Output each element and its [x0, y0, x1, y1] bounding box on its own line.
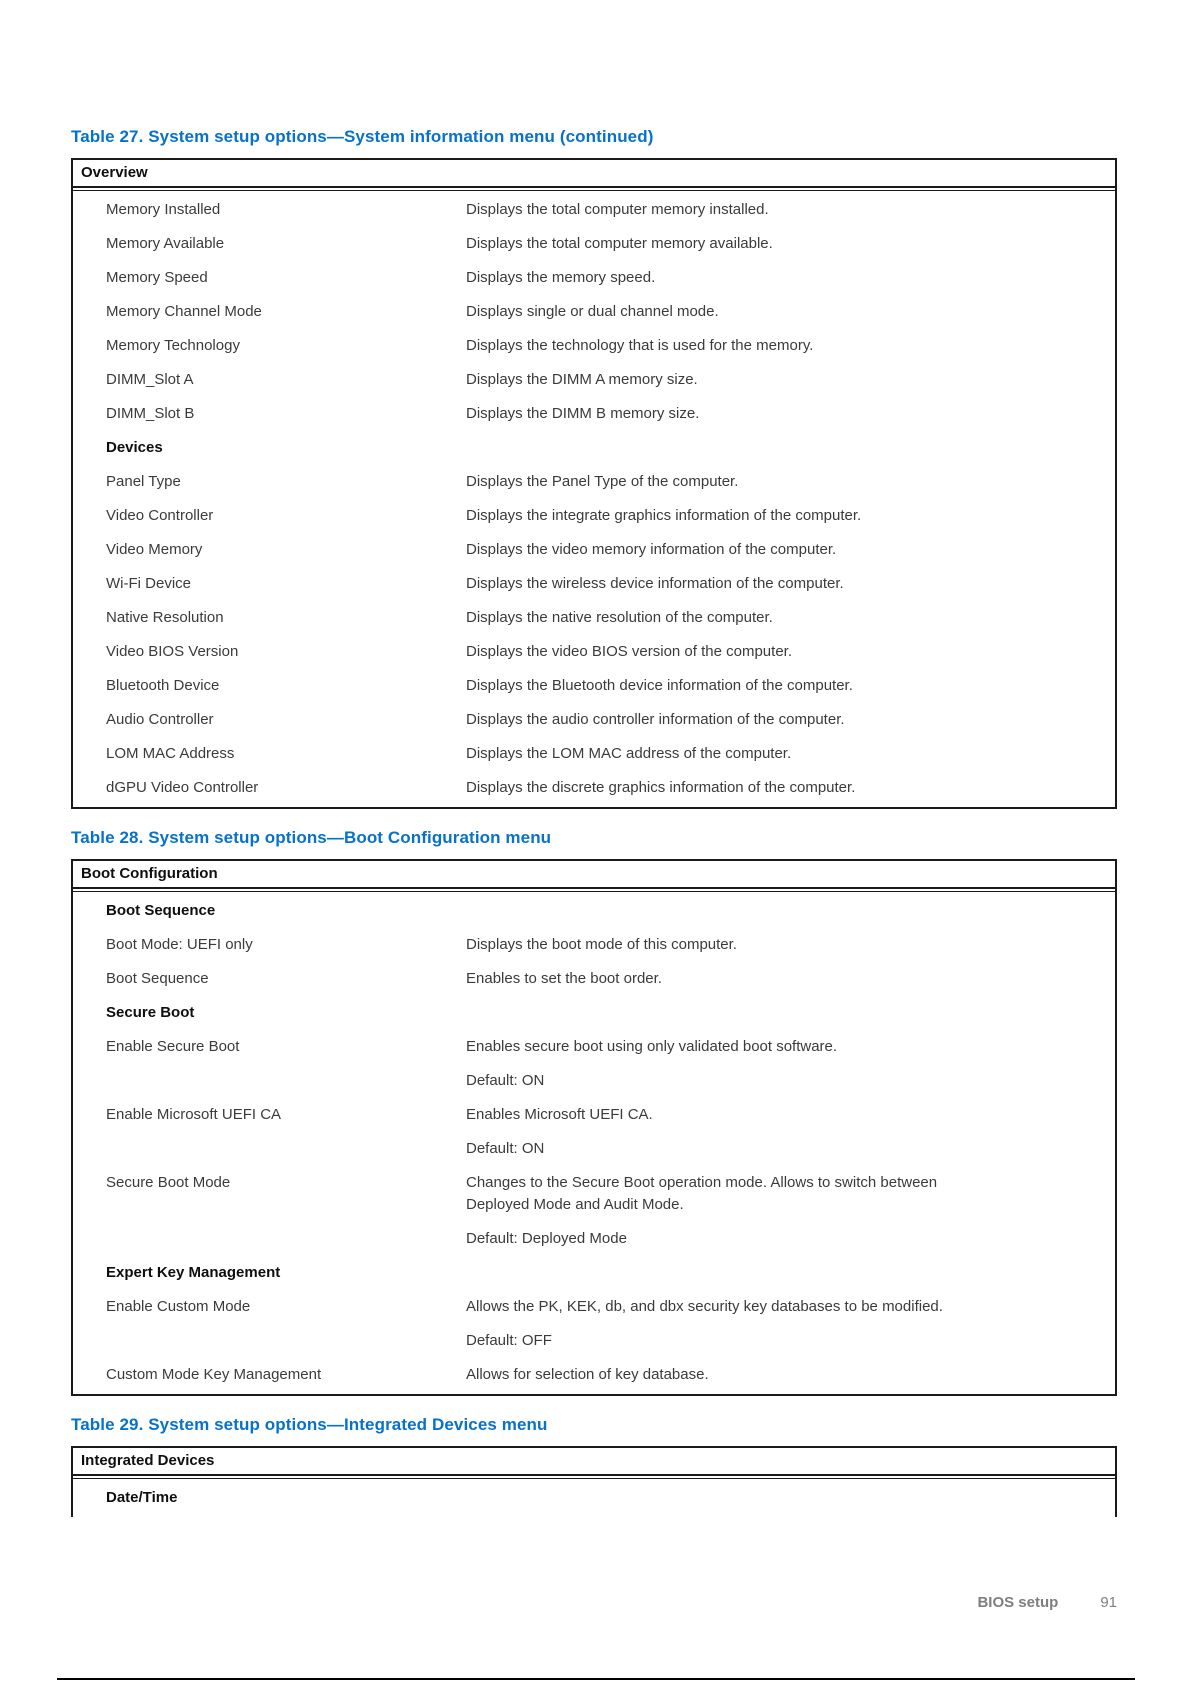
option-name: Secure Boot Mode: [106, 1174, 231, 1191]
table-group: [71, 827, 1117, 1396]
description-paragraph: Changes to the Secure Boot operation mode. Allows to switch between Deployed Mode and Audit Mode.: [466, 1174, 938, 1213]
option-name: Audio Controller: [106, 711, 214, 728]
description-paragraph: Displays the native resolution of the computer.: [466, 609, 773, 626]
description-paragraph: Displays the audio controller information of the computer.: [466, 711, 845, 728]
table-row: [73, 227, 1115, 261]
description-paragraph: Displays the total computer memory available.: [466, 235, 773, 252]
description-paragraph: Displays the Bluetooth device information of the computer.: [466, 677, 853, 694]
table-header-row: Boot Configuration: [73, 861, 1115, 889]
option-name: Video Memory: [106, 541, 203, 558]
description-paragraph: Displays single or dual channel mode.: [466, 303, 719, 320]
table-row: [73, 261, 1115, 295]
table-row: [73, 567, 1115, 601]
description-paragraph: Default: Deployed Mode: [466, 1230, 627, 1247]
option-description: [466, 968, 1006, 990]
table-row: [73, 962, 1115, 996]
option-description: [466, 1172, 1006, 1250]
page-footer: [977, 1593, 1117, 1613]
description-paragraph: Enables Microsoft UEFI CA.: [466, 1106, 653, 1123]
option-description: [466, 743, 1006, 765]
description-paragraph: Displays the Panel Type of the computer.: [466, 473, 739, 490]
option-description: [466, 403, 1006, 425]
option-name: Video Controller: [106, 507, 214, 524]
option-description: [466, 1036, 1006, 1092]
table-row: [73, 1098, 1115, 1166]
description-paragraph: Default: ON: [466, 1140, 545, 1157]
table-row: [73, 1290, 1115, 1358]
setup-table: [71, 1446, 1117, 1517]
option-description: [466, 1364, 1006, 1386]
option-name: Memory Installed: [106, 201, 221, 218]
option-name: Memory Channel Mode: [106, 303, 262, 320]
option-description: [466, 675, 1006, 697]
footer-page-number: 91: [1100, 1594, 1117, 1611]
table-body: [73, 1478, 1115, 1517]
table-row: [73, 601, 1115, 635]
option-name: Memory Technology: [106, 337, 240, 354]
table-section-row: [73, 431, 1115, 465]
option-description: [466, 607, 1006, 629]
option-description: [466, 539, 1006, 561]
option-name: Video BIOS Version: [106, 643, 239, 660]
table-row: [73, 465, 1115, 499]
option-name: Bluetooth Device: [106, 677, 220, 694]
table-group: [71, 1414, 1117, 1517]
description-paragraph: Allows for selection of key database.: [466, 1366, 709, 1383]
option-name: Memory Available: [106, 235, 225, 252]
table-row: [73, 329, 1115, 363]
table-group: [71, 126, 1117, 809]
setup-table: [71, 158, 1117, 809]
option-description: [466, 777, 1006, 799]
option-description: [466, 1002, 1006, 1024]
option-name: Native Resolution: [106, 609, 224, 626]
option-description: [466, 1296, 1006, 1352]
table-body: [73, 891, 1115, 1394]
table-header-row: Overview: [73, 160, 1115, 188]
option-description: [466, 900, 1006, 922]
table-row: [73, 771, 1115, 805]
table-section-row: [73, 1481, 1115, 1515]
table-body: [73, 190, 1115, 807]
description-paragraph: Displays the discrete graphics information of the computer.: [466, 779, 856, 796]
tables-container: [71, 126, 1117, 1517]
option-description: [466, 437, 1006, 459]
table-title: Table 28. System setup options—Boot Configuration menu: [71, 828, 552, 847]
table-title: Table 27. System setup options—System information menu (continued): [71, 127, 654, 146]
option-name: Boot Sequence: [106, 970, 209, 987]
option-name: Date/Time: [106, 1489, 178, 1506]
table-section-row: [73, 996, 1115, 1030]
description-paragraph: Displays the DIMM A memory size.: [466, 371, 698, 388]
table-row: [73, 533, 1115, 567]
option-name: Boot Sequence: [106, 902, 216, 919]
description-paragraph: Displays the video memory information of the computer.: [466, 541, 837, 558]
option-description: [466, 573, 1006, 595]
description-paragraph: Displays the DIMM B memory size.: [466, 405, 700, 422]
option-description: [466, 369, 1006, 391]
option-name: Expert Key Management: [106, 1264, 281, 1281]
option-name: Boot Mode: UEFI only: [106, 936, 253, 953]
table-section-row: [73, 1256, 1115, 1290]
table-row: [73, 635, 1115, 669]
description-paragraph: Allows the PK, KEK, db, and dbx security key databases to be modified.: [466, 1298, 943, 1315]
option-name: Enable Custom Mode: [106, 1298, 251, 1315]
table-row: [73, 1166, 1115, 1256]
option-description: [466, 1487, 1006, 1509]
table-row: [73, 363, 1115, 397]
table-section-row: [73, 894, 1115, 928]
description-paragraph: Displays the wireless device information of the computer.: [466, 575, 844, 592]
table-row: [73, 397, 1115, 431]
description-paragraph: Displays the boot mode of this computer.: [466, 936, 737, 953]
description-paragraph: Default: OFF: [466, 1332, 552, 1349]
option-name: Panel Type: [106, 473, 181, 490]
page-bottom-rule: [57, 1678, 1135, 1680]
option-description: [466, 505, 1006, 527]
footer-section-label: BIOS setup: [977, 1594, 1059, 1611]
setup-table: [71, 859, 1117, 1396]
description-paragraph: Displays the integrate graphics information of the computer.: [466, 507, 862, 524]
option-description: [466, 267, 1006, 289]
document-page: [71, 0, 1117, 1517]
option-name: DIMM_Slot A: [106, 371, 194, 388]
option-description: [466, 471, 1006, 493]
option-name: Wi-Fi Device: [106, 575, 191, 592]
option-name: Devices: [106, 439, 163, 456]
table-row: [73, 193, 1115, 227]
table-row: [73, 928, 1115, 962]
option-description: [466, 641, 1006, 663]
table-header-row: Integrated Devices: [73, 1448, 1115, 1476]
table-row: [73, 1030, 1115, 1098]
table-row: [73, 703, 1115, 737]
table-row: [73, 295, 1115, 329]
table-row: [73, 1358, 1115, 1392]
option-description: [466, 1262, 1006, 1284]
option-name: LOM MAC Address: [106, 745, 235, 762]
description-paragraph: Displays the total computer memory installed.: [466, 201, 769, 218]
table-row: [73, 737, 1115, 771]
option-name: Secure Boot: [106, 1004, 195, 1021]
table-row: [73, 499, 1115, 533]
table-row: [73, 669, 1115, 703]
option-name: Custom Mode Key Management: [106, 1366, 322, 1383]
description-paragraph: Enables secure boot using only validated boot software.: [466, 1038, 838, 1055]
option-description: [466, 709, 1006, 731]
description-paragraph: Enables to set the boot order.: [466, 970, 662, 987]
option-description: [466, 1104, 1006, 1160]
option-description: [466, 233, 1006, 255]
table-title: Table 29. System setup options—Integrated Devices menu: [71, 1415, 548, 1434]
option-description: [466, 199, 1006, 221]
option-name: Memory Speed: [106, 269, 208, 286]
description-paragraph: Displays the video BIOS version of the computer.: [466, 643, 792, 660]
option-name: dGPU Video Controller: [106, 779, 259, 796]
description-paragraph: Default: ON: [466, 1072, 545, 1089]
option-description: [466, 934, 1006, 956]
description-paragraph: Displays the technology that is used for the memory.: [466, 337, 814, 354]
option-name: Enable Secure Boot: [106, 1038, 240, 1055]
option-name: DIMM_Slot B: [106, 405, 195, 422]
description-paragraph: Displays the memory speed.: [466, 269, 656, 286]
option-description: [466, 335, 1006, 357]
option-name: Enable Microsoft UEFI CA: [106, 1106, 282, 1123]
option-description: [466, 301, 1006, 323]
description-paragraph: Displays the LOM MAC address of the computer.: [466, 745, 792, 762]
